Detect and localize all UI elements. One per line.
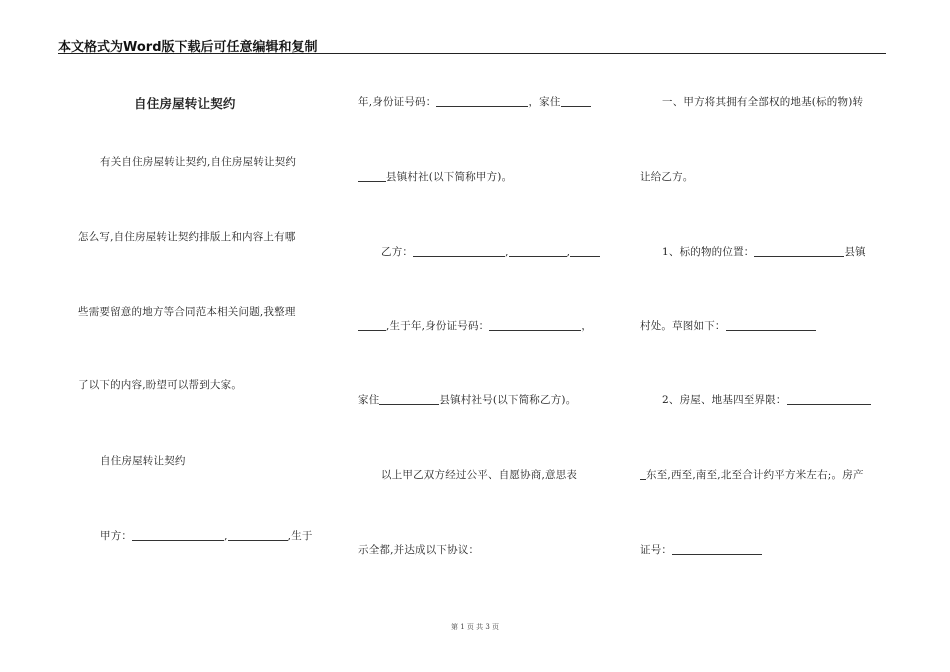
party-b-name-blank[interactable] — [413, 245, 505, 257]
comma: ， — [581, 320, 593, 332]
clause-1-line-a: 一、甲方将其拥有全部权的地基(标的物)转 — [662, 96, 864, 108]
party-b-home-label: 家住 — [358, 394, 380, 406]
party-a-county-text: 县镇村社(以下简称甲方)。 — [386, 171, 513, 183]
boundary-detail: 东至,西至,南至,北至合计约平方米左右;。房产 — [646, 469, 864, 481]
party-b-born-id-label: ,生于年,身份证号码： — [386, 320, 490, 332]
certificate-label: 证号： — [640, 544, 673, 556]
party-b-home-blank[interactable] — [379, 393, 439, 405]
certificate-blank[interactable] — [672, 543, 762, 555]
intro-line-1: 有关自住房屋转让契约,自住房屋转让契约 — [100, 156, 297, 168]
party-a-home-blank[interactable] — [561, 95, 591, 107]
location-village-line — [640, 318, 816, 333]
party-b-county-text: 县镇村社号(以下简称乙方)。 — [439, 394, 577, 406]
intro-line-2: 怎么写,自住房屋转让契约排版上和内容上有哪 — [78, 231, 296, 243]
separator: , — [566, 246, 571, 258]
party-b-extra-blank[interactable] — [570, 245, 600, 257]
party-a-label: 甲方： — [100, 530, 133, 542]
party-b-gender-blank[interactable] — [509, 245, 567, 257]
boundary-blank[interactable] — [787, 393, 871, 405]
party-b-line — [381, 244, 600, 259]
agreement-line-1: 以上甲乙双方经过公平、自愿协商,意思表 — [381, 469, 578, 481]
location-village: 村处。草图如下： — [640, 320, 726, 332]
party-a-id-blank[interactable] — [436, 95, 528, 107]
party-a-name-blank[interactable] — [132, 529, 224, 541]
page-number: 第 1 页 共 3 页 — [450, 623, 500, 631]
party-b-label: 乙方： — [381, 246, 414, 258]
boundary-line — [662, 392, 871, 407]
location-blank[interactable] — [754, 245, 844, 257]
party-b-id-blank[interactable] — [489, 319, 581, 331]
party-a-county-blank[interactable] — [358, 170, 386, 182]
separator: , — [224, 530, 228, 542]
party-b-id-line — [358, 318, 592, 333]
contract-subtitle: 自住房屋转让契约 — [100, 455, 186, 467]
party-a-id-line — [358, 94, 591, 109]
party-b-home-line — [358, 392, 576, 407]
boundary-detail-line — [640, 467, 864, 482]
certificate-line — [640, 542, 762, 557]
party-a-gender-blank[interactable] — [228, 529, 288, 541]
location-label: 1、标的物的位置： — [662, 246, 755, 258]
party-a-line — [100, 528, 313, 543]
separator: , — [505, 246, 509, 258]
id-label: 年,身份证号码： — [358, 96, 437, 108]
intro-line-4: 了以下的内容,盼望可以帮到大家。 — [78, 379, 243, 391]
location-line — [662, 244, 866, 259]
intro-line-3: 些需要留意的地方等合同范本相关问题,我整理 — [78, 306, 296, 318]
party-a-born-label: ,生于 — [287, 530, 313, 542]
document-title: 自住房屋转让契约 — [134, 96, 236, 111]
boundary-label: 2、房屋、地基四至界限： — [662, 394, 787, 406]
party-b-year-blank[interactable] — [358, 319, 386, 331]
agreement-line-2: 示全都,并达成以下协议： — [358, 544, 480, 556]
header-divider — [58, 53, 886, 54]
party-a-county-line — [358, 169, 512, 184]
clause-1-line-b: 让给乙方。 — [640, 171, 694, 183]
home-label: ，家住 — [528, 96, 561, 108]
sketch-blank[interactable] — [726, 319, 816, 331]
page-header: 本文格式为Word版下载后可任意编辑和复制 — [58, 40, 318, 55]
location-county: 县镇 — [844, 246, 866, 258]
